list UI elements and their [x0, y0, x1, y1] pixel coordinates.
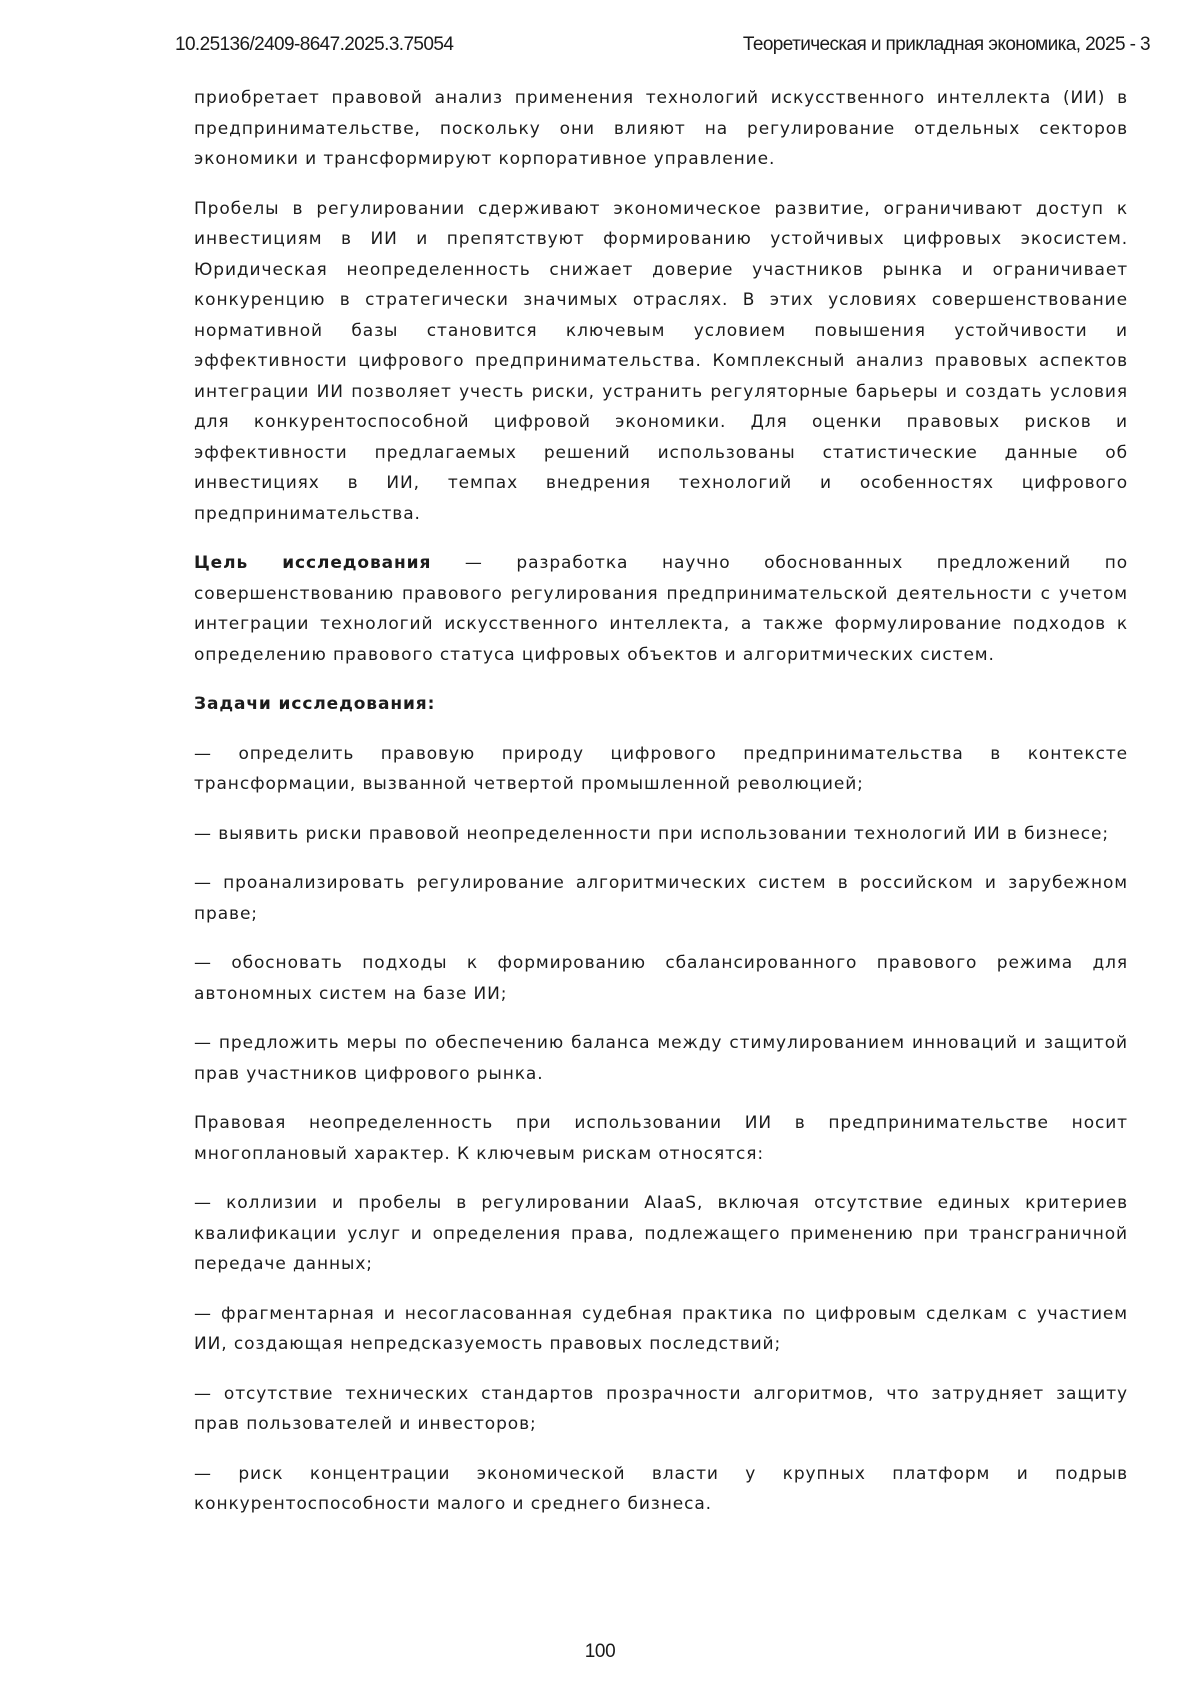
journal-title: Теоретическая и прикладная экономика, 2025 - 3 — [742, 34, 1150, 55]
paragraph-regulation-gaps: Пробелы в регулировании сдерживают экономическое развитие, ограничивают доступ к инвестициям в ИИ и препятствуют формированию устойчивых цифровых экосистем. Юридическая неопределенность снижает доверие участников рынка и ограничивает конкуренцию в стратегически значимых отраслях. В этих условиях совершенствование нормативной базы становится ключевым условием повышения устойчивости и эффективности цифрового предпринимательства. Комплексный анализ правовых аспектов интеграции ИИ позволяет учесть риски, устранить регуляторные барьеры и создать условия для конкурентоспособной цифровой экономики. Для оценки правовых рисков и эффективности предлагаемых решений использованы статистические данные об инвестициях в ИИ, темпах внедрения технологий и особенностях цифрового предпринимательства. — [194, 198, 1128, 524]
tasks-heading: Задачи исследования: — [194, 694, 436, 714]
doi-label: 10.25136/2409-8647.2025.3.75054 — [175, 34, 454, 55]
page-number: 100 — [584, 1641, 616, 1662]
article-body — [194, 83, 1128, 1539]
risk-item: — фрагментарная и несогласованная судебная практика по цифровым сделкам с участием ИИ, создающая непредсказуемость правовых последствий; — [194, 1303, 1128, 1354]
paragraph-risks-intro: Правовая неопределенность при использовании ИИ в предпринимательстве носит многоплановый характер. К ключевым рискам относятся: — [194, 1113, 1128, 1164]
goal-text: — разработка научно обоснованных предложений по совершенствованию правового регулирования предпринимательской деятельности с учетом интеграции технологий искусственного интеллекта, а также формулирование подходов к определению правового статуса цифровых объектов и алгоритмических систем. — [194, 553, 1129, 665]
task-item: — определить правовую природу цифрового предпринимательства в контексте трансформации, вызванной четвертой промышленной революцией; — [194, 743, 1128, 794]
paragraph-intro: приобретает правовой анализ применения технологий искусственного интеллекта (ИИ) в предпринимательстве, поскольку они влияют на регулирование отдельных секторов экономики и трансформируют корпоративное управление. — [194, 88, 1128, 169]
task-item: — выявить риски правовой неопределенности при использовании технологий ИИ в бизнесе; — [194, 823, 1110, 844]
paragraph-research-goal — [194, 548, 1128, 670]
task-item: — проанализировать регулирование алгоритмических систем в российском и зарубежном праве; — [194, 873, 1128, 924]
task-item: — предложить меры по обеспечению баланса между стимулированием инноваций и защитой прав участников цифрового рынка. — [194, 1033, 1128, 1084]
risk-item: — коллизии и пробелы в регулировании AIaaS, включая отсутствие единых критериев квалификации услуг и определения права, подлежащего применению при трансграничной передаче данных; — [194, 1193, 1128, 1274]
page-header — [175, 34, 1150, 62]
task-item: — обосновать подходы к формированию сбалансированного правового режима для автономных систем на базе ИИ; — [194, 953, 1128, 1004]
risk-item: — отсутствие технических стандартов прозрачности алгоритмов, что затрудняет защиту прав пользователей и инвесторов; — [194, 1383, 1128, 1434]
goal-label: Цель исследования — [194, 553, 432, 573]
risk-item: — риск концентрации экономической власти у крупных платформ и подрыв конкурентоспособности малого и среднего бизнеса. — [194, 1463, 1128, 1514]
